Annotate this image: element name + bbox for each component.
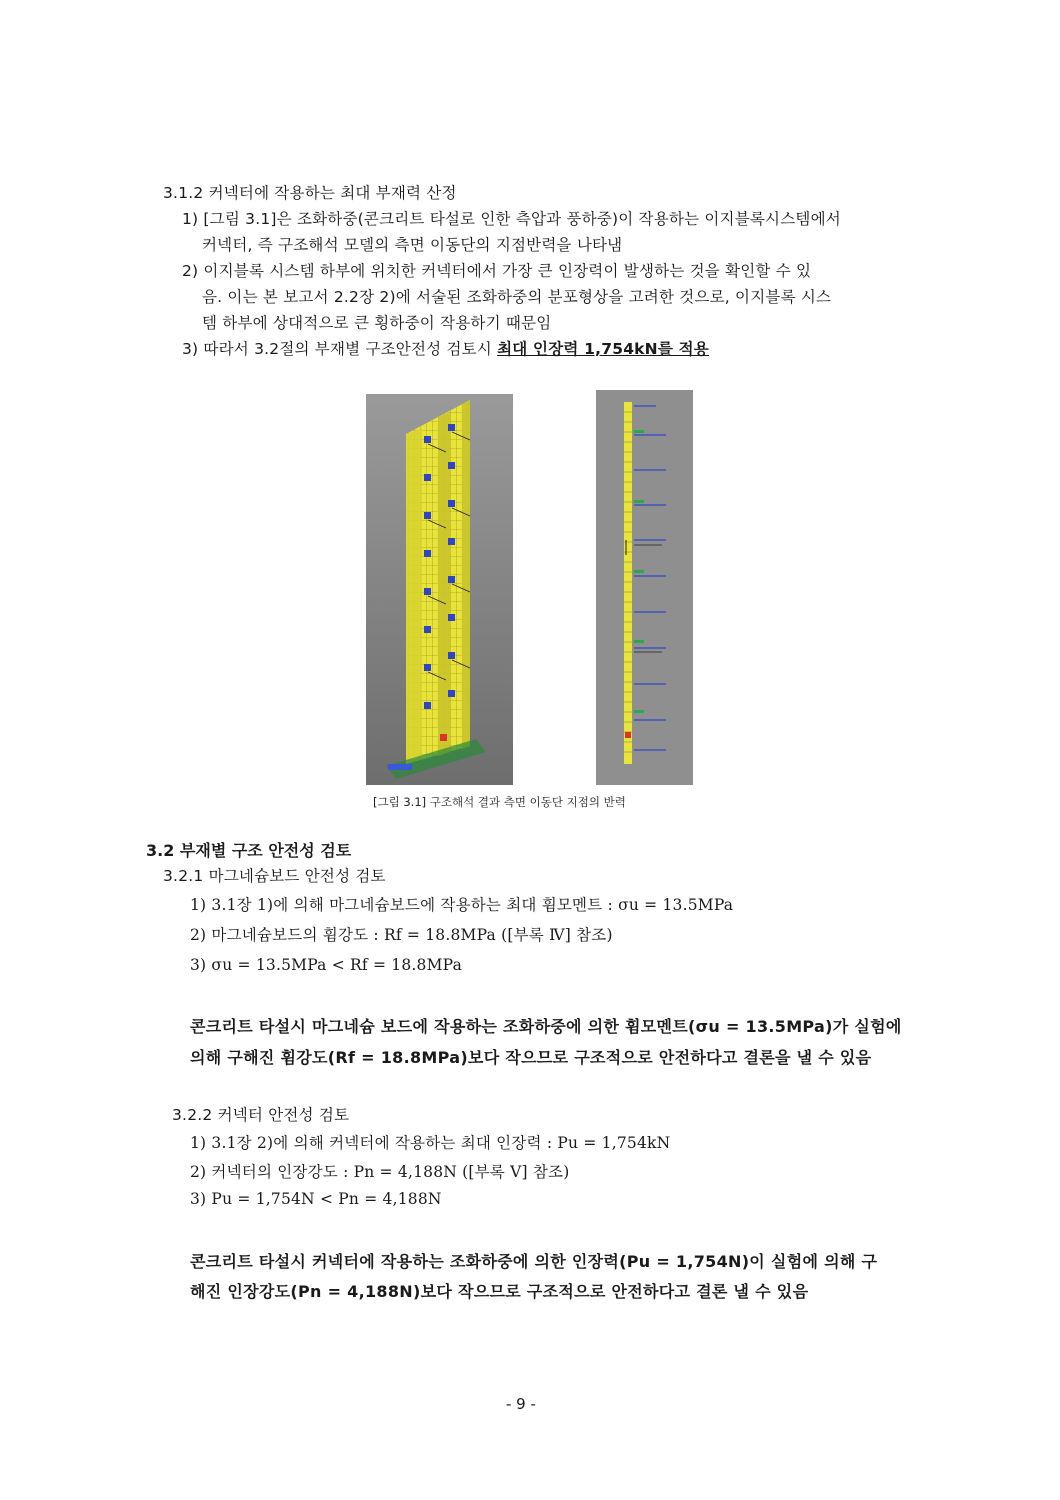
subsection-title-3-1-2: 3.1.2 커넥터에 작용하는 최대 부재력 산정	[163, 184, 457, 202]
structural-model-3d-drawing	[366, 394, 513, 785]
section-title-3-2: 3.2 부재별 구조 안전성 검토	[146, 841, 352, 860]
list-item-text: 1) 3.1장 1)에 의해 마그네슘보드에 작용하는 최대 휨모멘트 : σu = 13.5MPa	[190, 896, 734, 914]
list-item-text: 음. 이는 본 보고서 2.2장 2)에 서술된 조화하중의 분포형상을 고려한 것으로, 이지블록 시스	[202, 288, 832, 306]
conclusion-text: 콘크리트 타설시 커넥터에 작용하는 조화하중에 의한 인장력(Pu = 1,754N)이 실험에 의해 구	[190, 1252, 878, 1271]
list-item-text: 1) 3.1장 2)에 의해 커넥터에 작용하는 최대 인장력 : Pu = 1,754kN	[190, 1134, 671, 1152]
side-elevation-drawing	[596, 390, 693, 785]
list-item-text: 3) σu = 13.5MPa < Rf = 18.8MPa	[190, 956, 463, 974]
figure-caption: [그림 3.1] 구조해석 결과 측면 이동단 지점의 반력	[373, 795, 626, 809]
conclusion-text: 콘크리트 타설시 마그네슘 보드에 작용하는 조화하중에 의한 휨모멘트(σu = 13.5MPa)가 실험에	[190, 1017, 902, 1036]
list-item-text: 2) 마그네슘보드의 휨강도 : Rf = 18.8MPa ([부록 Ⅳ] 참조)	[190, 926, 613, 944]
emphasized-conclusion: 최대 인장력 1,754kN를 적용	[497, 340, 709, 358]
list-item-text: 템 하부에 상대적으로 큰 횡하중이 작용하기 때문임	[202, 314, 552, 332]
side-elevation-image	[596, 390, 693, 785]
list-item-text: 2) 커넥터의 인장강도 : Pn = 4,188N ([부록 Ⅴ] 참조)	[190, 1163, 570, 1181]
list-item-text: 3) Pu = 1,754N < Pn = 4,188N	[190, 1190, 442, 1208]
structural-model-3d-image	[366, 394, 513, 785]
list-item-text: 1) [그림 3.1]은 조화하중(콘크리트 타설로 인한 측압과 풍하중)이 작용하는 이지블록시스템에서	[182, 210, 841, 228]
list-item-text	[182, 337, 709, 359]
conclusion-text: 의해 구해진 휨강도(Rf = 18.8MPa)보다 작으므로 구조적으로 안전하다고 결론을 낼 수 있음	[190, 1048, 872, 1067]
page-number: - 9 -	[506, 1395, 536, 1413]
list-item-text: 커넥터, 즉 구조해석 모델의 측면 이동단의 지점반력을 나타냄	[202, 236, 623, 254]
subsection-title-3-2-1: 3.2.1 마그네슘보드 안전성 검토	[163, 867, 386, 885]
subsection-title-3-2-2: 3.2.2 커넥터 안전성 검토	[172, 1106, 350, 1124]
list-item-text: 2) 이지블록 시스템 하부에 위치한 커넥터에서 가장 큰 인장력이 발생하는 것을 확인할 수 있	[182, 262, 812, 280]
conclusion-text: 해진 인장강도(Pn = 4,188N)보다 작으므로 구조적으로 안전하다고 결론 낼 수 있음	[190, 1282, 809, 1301]
list-item-lead: 3) 따라서 3.2절의 부재별 구조안전성 검토시	[182, 340, 498, 358]
